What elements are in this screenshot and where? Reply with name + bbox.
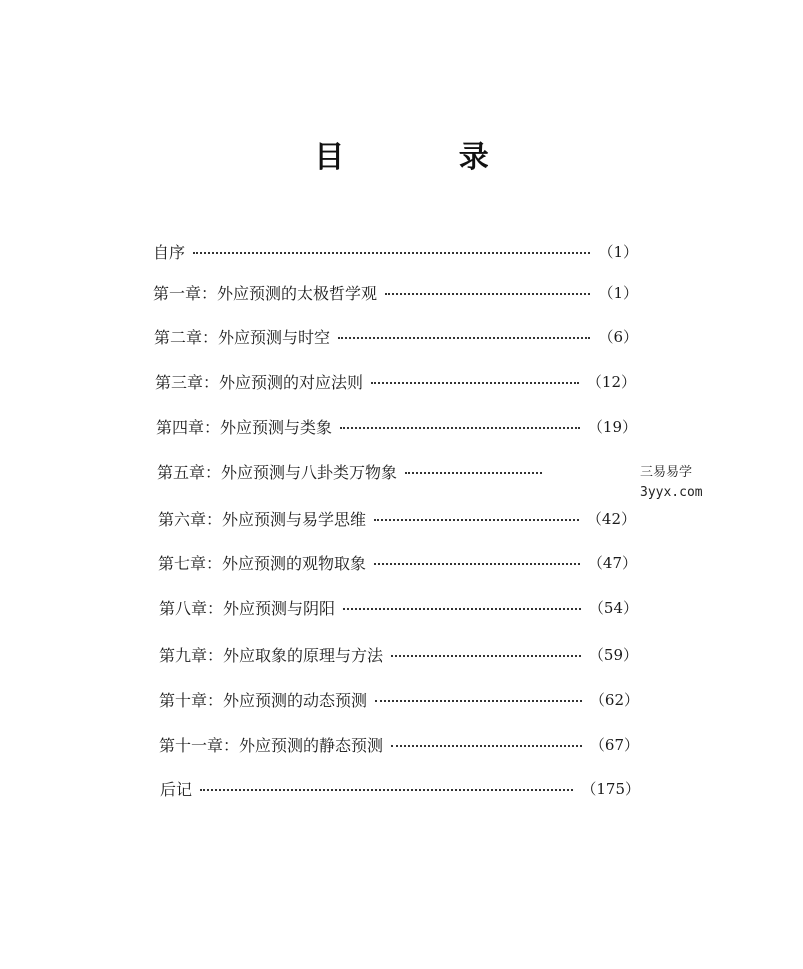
toc-entry-page: （1） <box>598 242 638 261</box>
toc-entry-page: （62） <box>589 690 639 709</box>
toc-entry-label: 第六章：外应预测与易学思维 <box>158 509 367 529</box>
toc-entry-chapter-10 <box>159 686 639 712</box>
toc-entry-label: 第八章：外应预测与阴阳 <box>159 598 336 618</box>
toc-leader-dots <box>374 563 580 565</box>
toc-entry-label: 第三章：外应预测的对应法则 <box>155 372 364 392</box>
site-watermark <box>640 463 720 503</box>
toc-entry-page: （6） <box>598 327 638 346</box>
toc-entry-label: 自序 <box>153 242 186 262</box>
toc-leader-dots <box>340 427 580 429</box>
toc-entry-chapter-3 <box>155 368 636 394</box>
toc-entry-chapter-2 <box>154 323 638 349</box>
toc-leader-dots <box>338 337 590 339</box>
toc-entry-page: （12） <box>586 372 636 391</box>
toc-entry-chapter-4 <box>156 413 637 439</box>
toc-entry-page: （67） <box>589 735 639 754</box>
toc-entry-label: 后记 <box>160 779 193 799</box>
toc-entry-label: 第七章：外应预测的观物取象 <box>158 553 367 573</box>
toc-entry-preface <box>153 238 638 264</box>
toc-leader-dots <box>200 789 573 791</box>
toc-leader-dots <box>405 472 542 474</box>
toc-leader-dots <box>391 655 581 657</box>
toc-leader-dots <box>375 700 582 702</box>
toc-leader-dots <box>385 293 590 295</box>
toc-leader-dots <box>371 382 579 384</box>
toc-entry-chapter-7 <box>158 549 637 575</box>
toc-entry-label: 第一章：外应预测的太极哲学观 <box>153 283 378 303</box>
page-title: 目 录 <box>314 140 541 175</box>
toc-entry-label: 第四章：外应预测与类象 <box>156 417 333 437</box>
toc-leader-dots <box>193 252 590 254</box>
toc-entry-page: （54） <box>588 598 638 617</box>
toc-entry-page: （19） <box>587 417 637 436</box>
toc-entry-chapter-9 <box>159 641 638 667</box>
toc-entry-chapter-1 <box>153 279 638 305</box>
toc-leader-dots <box>391 745 582 747</box>
toc-entry-label: 第二章：外应预测与时空 <box>154 327 331 347</box>
toc-entry-afterword <box>160 775 640 801</box>
toc-leader-dots <box>374 519 579 521</box>
watermark-line-2: 3yyx.com <box>640 485 703 500</box>
toc-entry-label: 第五章：外应预测与八卦类万物象 <box>157 462 398 482</box>
toc-entry-page: （42） <box>586 509 636 528</box>
toc-entry-page: （175） <box>581 779 640 798</box>
toc-entry-page: （59） <box>588 645 638 664</box>
toc-entry-page: （1） <box>598 283 638 302</box>
toc-entry-label: 第十章：外应预测的动态预测 <box>159 690 368 710</box>
toc-entry-chapter-11 <box>159 731 639 757</box>
toc-leader-dots <box>343 608 581 610</box>
watermark-line-1: 三易易学 <box>640 465 693 480</box>
toc-entry-chapter-5 <box>157 458 550 484</box>
toc-entry-page: （47） <box>587 553 637 572</box>
toc-entry-label: 第九章：外应取象的原理与方法 <box>159 645 384 665</box>
toc-entry-label: 第十一章：外应预测的静态预测 <box>159 735 384 755</box>
toc-entry-chapter-6 <box>158 505 636 531</box>
toc-entry-chapter-8 <box>159 594 638 620</box>
